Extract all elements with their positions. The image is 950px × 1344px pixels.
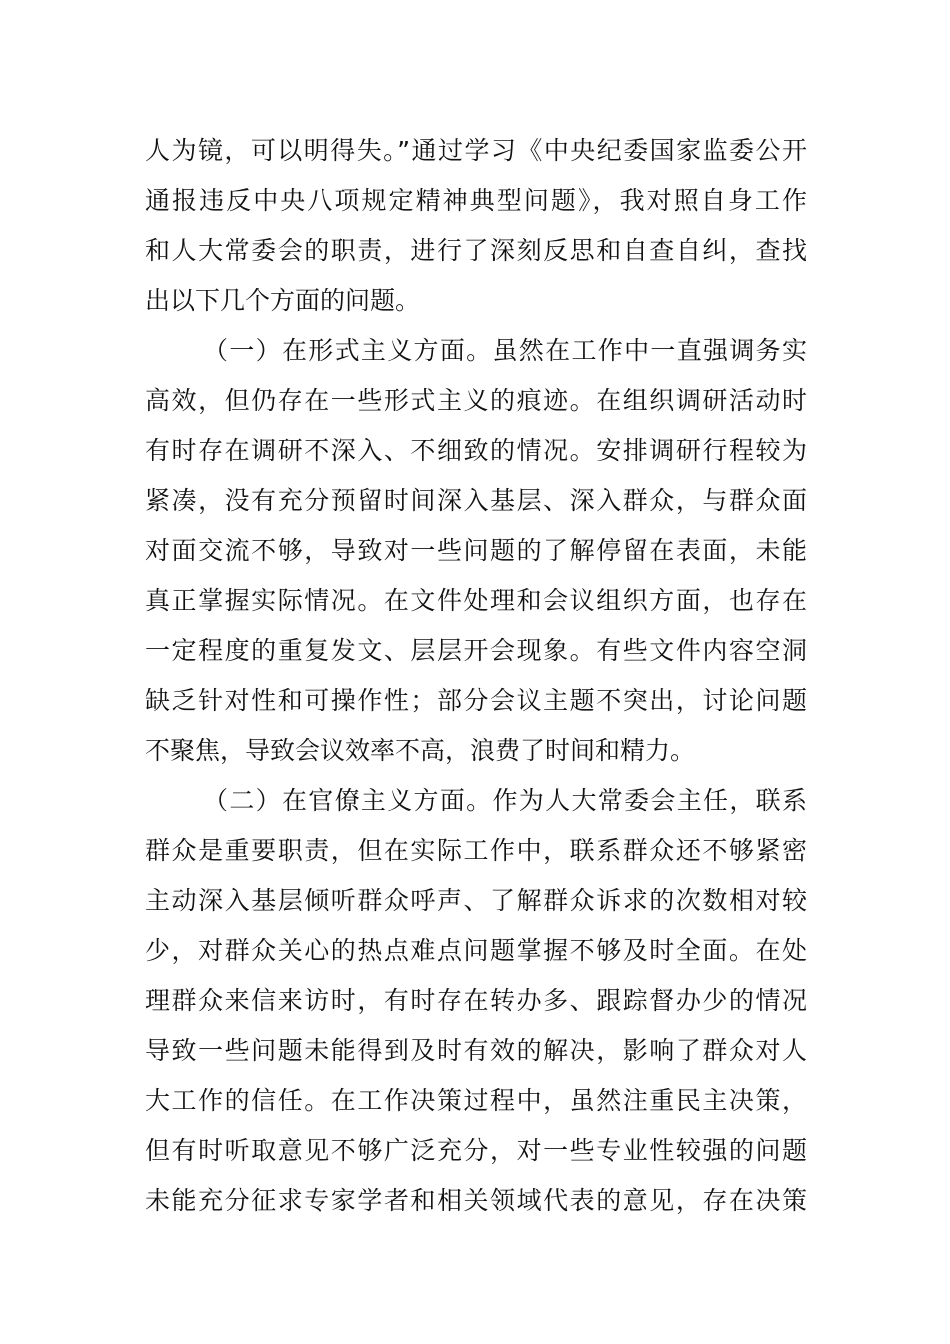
text-line: 主动深入基层倾听群众呼声、了解群众诉求的次数相对较	[145, 886, 807, 915]
text-line: 一定程度的重复发文、层层开会现象。有些文件内容空洞	[145, 636, 807, 665]
paragraph-heading-line: （二）在官僚主义方面。作为人大常委会主任，联系	[203, 786, 807, 815]
text-line: 理群众来信来访时，有时存在转办多、跟踪督办少的情况	[145, 986, 807, 1015]
text-line: 大工作的信任。在工作决策过程中，虽然注重民主决策，	[145, 1086, 807, 1115]
text-line: 出以下几个方面的问题。	[145, 286, 421, 315]
text-line: 群众是重要职责，但在实际工作中，联系群众还不够紧密	[145, 836, 807, 865]
document-body	[145, 126, 807, 1226]
text-line: 缺乏针对性和可操作性；部分会议主题不突出，讨论问题	[145, 686, 807, 715]
text-line: 紧凑，没有充分预留时间深入基层、深入群众，与群众面	[145, 486, 807, 515]
text-line: 但有时听取意见不够广泛充分，对一些专业性较强的问题	[145, 1136, 807, 1165]
text-line: 对面交流不够，导致对一些问题的了解停留在表面，未能	[145, 536, 807, 565]
text-line: 人为镜，可以明得失。”通过学习《中央纪委国家监委公开	[145, 136, 807, 165]
text-line: 有时存在调研不深入、不细致的情况。安排调研行程较为	[145, 436, 807, 465]
text-line: 和人大常委会的职责，进行了深刻反思和自查自纠，查找	[145, 236, 807, 265]
text-line: 导致一些问题未能得到及时有效的解决，影响了群众对人	[145, 1036, 807, 1065]
text-line: 真正掌握实际情况。在文件处理和会议组织方面，也存在	[145, 586, 807, 615]
text-line: 不聚焦，导致会议效率不高，浪费了时间和精力。	[145, 736, 696, 765]
text-line: 高效，但仍存在一些形式主义的痕迹。在组织调研活动时	[145, 386, 807, 415]
text-line: 未能充分征求专家学者和相关领域代表的意见，存在决策	[145, 1186, 807, 1215]
text-line: 少，对群众关心的热点难点问题掌握不够及时全面。在处	[145, 936, 807, 965]
text-line: 通报违反中央八项规定精神典型问题》，我对照自身工作	[145, 186, 807, 215]
paragraph-heading-line: （一）在形式主义方面。虽然在工作中一直强调务实	[203, 336, 807, 365]
